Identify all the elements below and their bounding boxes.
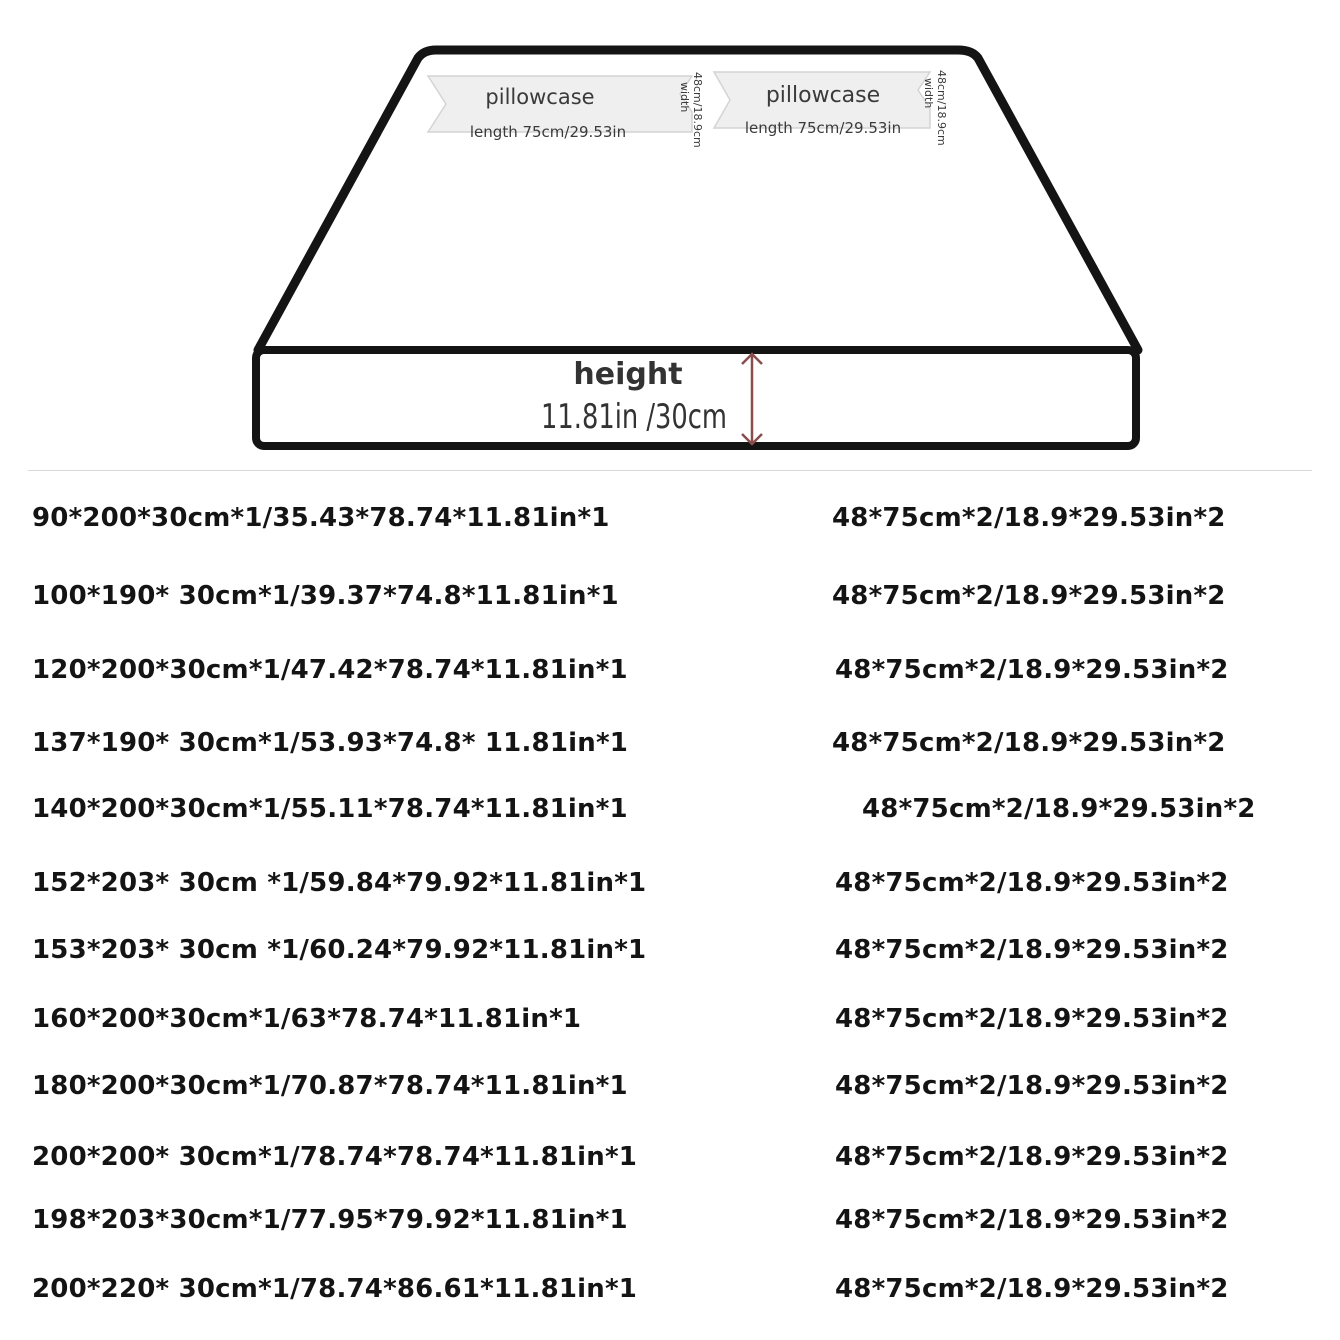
sheet-size: 152*203* 30cm *1/59.84*79.92*11.81in*1 xyxy=(32,868,647,898)
pillowcase-size: 48*75cm*2/18.9*29.53in*2 xyxy=(835,935,1229,965)
sheet-size: 160*200*30cm*1/63*78.74*11.81in*1 xyxy=(32,1004,582,1034)
size-row xyxy=(0,1071,1340,1111)
sheet-size: 140*200*30cm*1/55.11*78.74*11.81in*1 xyxy=(32,794,628,824)
pillowcase-size: 48*75cm*2/18.9*29.53in*2 xyxy=(835,1274,1229,1304)
pillowcase-size: 48*75cm*2/18.9*29.53in*2 xyxy=(835,868,1229,898)
sheet-size: 198*203*30cm*1/77.95*79.92*11.81in*1 xyxy=(32,1205,628,1235)
divider-line xyxy=(28,470,1312,471)
pillowcase-left-width-word: width xyxy=(678,82,691,113)
size-row xyxy=(0,794,1340,834)
pillowcase-size: 48*75cm*2/18.9*29.53in*2 xyxy=(832,728,1226,758)
height-word: height xyxy=(573,357,683,392)
size-row xyxy=(0,1142,1340,1182)
pillowcase-size: 48*75cm*2/18.9*29.53in*2 xyxy=(835,1004,1229,1034)
sheet-size: 120*200*30cm*1/47.42*78.74*11.81in*1 xyxy=(32,655,628,685)
pillowcase-size: 48*75cm*2/18.9*29.53in*2 xyxy=(835,1071,1229,1101)
pillowcase-size: 48*75cm*2/18.9*29.53in*2 xyxy=(835,1205,1229,1235)
mattress-diagram xyxy=(0,0,1340,470)
pillowcase-right-name: pillowcase xyxy=(765,83,881,108)
sheet-size: 100*190* 30cm*1/39.37*74.8*11.81in*1 xyxy=(32,581,619,611)
sheet-size: 200*220* 30cm*1/78.74*86.61*11.81in*1 xyxy=(32,1274,638,1304)
pillowcase-left-name: pillowcase xyxy=(485,85,595,109)
pillowcase-right xyxy=(714,70,948,146)
pillowcase-left-length: length 75cm/29.53in xyxy=(469,123,627,141)
size-row xyxy=(0,868,1340,908)
size-row xyxy=(0,1205,1340,1245)
pillowcase-left xyxy=(428,72,704,148)
size-row xyxy=(0,503,1340,543)
pillowcase-left-width: 48cm/18.9cm xyxy=(691,72,704,148)
size-row xyxy=(0,655,1340,695)
sheet-size: 180*200*30cm*1/70.87*78.74*11.81in*1 xyxy=(32,1071,628,1101)
pillowcase-size: 48*75cm*2/18.9*29.53in*2 xyxy=(862,794,1256,824)
sheet-size: 153*203* 30cm *1/60.24*79.92*11.81in*1 xyxy=(32,935,647,965)
pillowcase-right-width: 48cm/18.9cm xyxy=(935,70,948,146)
pillowcase-size: 48*75cm*2/18.9*29.53in*2 xyxy=(835,1142,1229,1172)
pillowcase-size: 48*75cm*2/18.9*29.53in*2 xyxy=(832,581,1226,611)
sheet-size: 90*200*30cm*1/35.43*78.74*11.81in*1 xyxy=(32,503,610,533)
sheet-size: 137*190* 30cm*1/53.93*74.8* 11.81in*1 xyxy=(32,728,629,758)
pillowcase-size: 48*75cm*2/18.9*29.53in*2 xyxy=(835,655,1229,685)
height-value: 11.81in /30cm xyxy=(541,397,727,437)
pillowcase-size: 48*75cm*2/18.9*29.53in*2 xyxy=(832,503,1226,533)
sheet-size: 200*200* 30cm*1/78.74*78.74*11.81in*1 xyxy=(32,1142,638,1172)
pillowcase-right-width-word: width xyxy=(922,78,935,109)
size-row xyxy=(0,1004,1340,1044)
size-row xyxy=(0,581,1340,621)
pillowcase-right-length: length 75cm/29.53in xyxy=(744,119,902,137)
size-row xyxy=(0,1274,1340,1314)
size-row xyxy=(0,935,1340,975)
size-row xyxy=(0,728,1340,768)
